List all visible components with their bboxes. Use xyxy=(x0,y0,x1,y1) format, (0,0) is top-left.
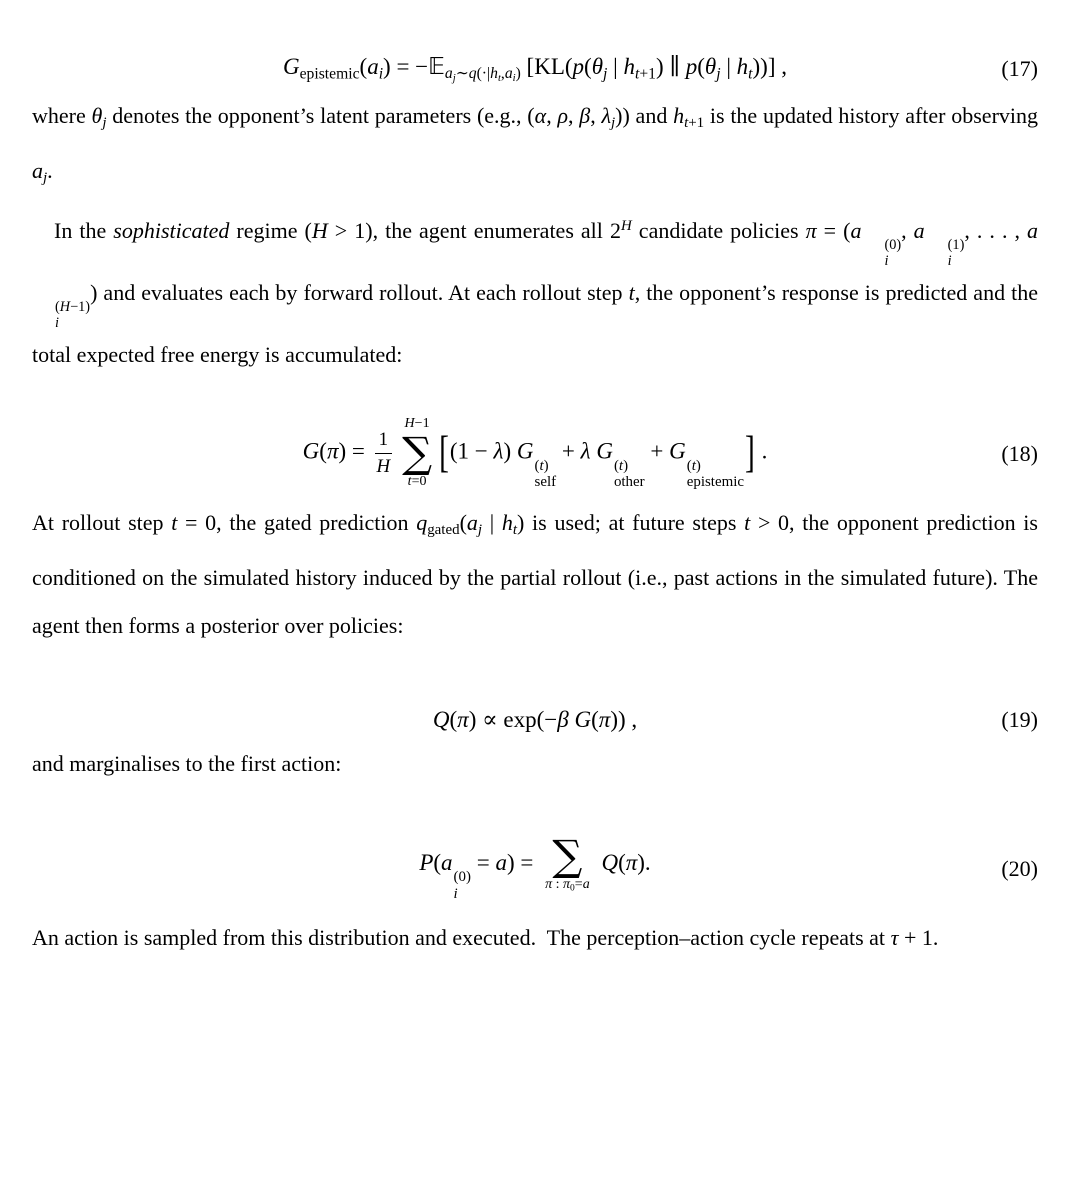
equation-20-number: (20) xyxy=(1001,855,1038,881)
display-equation-19 xyxy=(32,700,1038,740)
equation-17-number: (17) xyxy=(1001,56,1038,81)
equation-17-math: Gepistemic(ai) = −𝔼aj∼q(·|ht,ai) [KL(p(θj | ht+1) ∥ p(θj | ht))] , xyxy=(283,53,787,85)
equation-18-math: G(π) = $\frac{1}{H}$ H−1 ∑ t=0 [(1 − λ) G (t) self + λ G (t) other + G (t) epistemic ] . xyxy=(302,416,768,491)
equation-19-number: (19) xyxy=(1001,706,1038,732)
paragraph-sophisticated-regime: In the sophisticated regime (H > 1), the agent enumerates all $2^H$ candidate policies π = (a (0) i , a (1) i , . . . , a (H−1) i ) and evaluates each by forward rollout. At each rollout step t, the opponent’s response is predicted and the total expected free energy is accumulated: xyxy=(32,218,1039,367)
paragraph-marginalises: and marginalises to the first action: xyxy=(32,750,342,776)
paragraph-rollout-gating: At rollout step t = 0, the gated prediction qgated(aj | ht) is used; at future steps t > 0, the opponent prediction is conditioned on the simulated history induced by the partial rollout (i.e., past actions in the simulated future). The agent then forms a posterior over policies: xyxy=(32,509,1038,638)
paper-content xyxy=(0,46,1080,962)
equation-18-number: (18) xyxy=(1001,440,1038,466)
equation-19-math: Q(π) ∝ exp(−β G(π)) , xyxy=(432,706,638,732)
equation-20-math: P(a (0) i = a) = ∑ π : π0=a Q(π). xyxy=(419,830,651,902)
display-equation-18 xyxy=(32,409,1038,499)
display-equation-17 xyxy=(32,46,1038,92)
paragraph-action-sampling: An action is sampled from this distribution and executed. The perception–action cycle repeats at τ + 1. xyxy=(32,924,939,950)
display-equation-20 xyxy=(32,824,1038,914)
paragraph-parameter-definition: where θj denotes the opponent’s latent parameters (e.g., (α, ρ, β, λj)) and ht+1 is the updated history after observing aj. xyxy=(32,103,1039,187)
